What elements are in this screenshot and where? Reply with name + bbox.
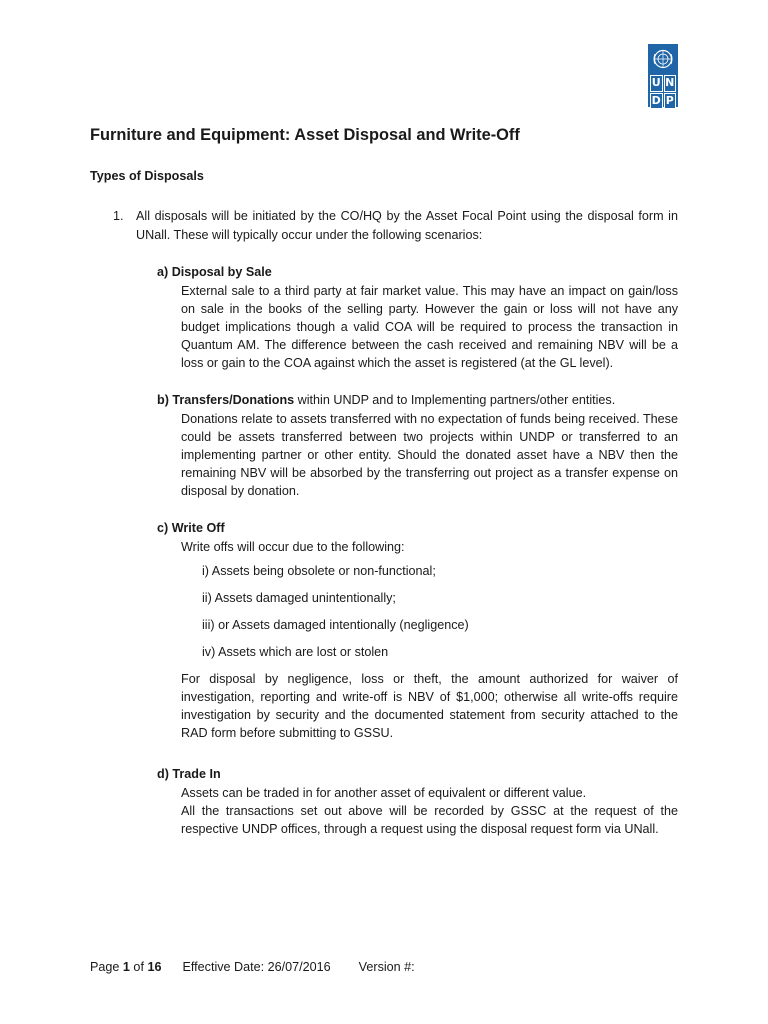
logo-letter: N [664, 75, 677, 92]
section-body: External sale to a third party at fair market value. This may have an impact on gain/loss on sale in the books of the selling party. However the gain or loss will not have any budget implications though a valid COA will be required to process the transaction in Quantum AM. The difference between the cash received and remaining NBV will be a loss or gain to the COA against which the asset is registered (at the GL level). [181, 283, 678, 370]
section-heading: c) Write Off [157, 521, 225, 535]
page-number: 1 [122, 960, 130, 974]
list-number: 1. [113, 209, 124, 223]
section-write-off [157, 519, 678, 742]
write-off-reasons [202, 562, 678, 661]
heading-bold: b) Transfers/Donations [157, 393, 295, 407]
section-subheading: Types of Disposals [90, 169, 204, 183]
un-emblem-icon [651, 47, 675, 71]
logo-letter: U [650, 75, 663, 92]
section-disposal-by-sale [157, 263, 678, 372]
of-word: of [129, 960, 148, 974]
list-item-text: All disposals will be initiated by the CO/HQ by the Asset Focal Point using the disposal form in UNall. These will typically occur under the following scenarios: [136, 209, 678, 242]
section-body: Donations relate to assets transferred with no expectation of funds being received. These could be assets transferred between two projects within UNDP or transferred to an implementing partner or other entity. Should the donated asset have a NBV then the remaining NBV will be absorbed by the transferring out project as a transfer expense on disposal by donation. [181, 411, 678, 498]
version-label: Version #: [358, 960, 415, 974]
document-title: Furniture and Equipment: Asset Disposal and Write-Off [90, 126, 520, 144]
list-item: i) Assets being obsolete or non-functional; [202, 563, 436, 578]
list-item: ii) Assets damaged unintentionally; [202, 590, 396, 605]
section-body: Assets can be traded in for another asset of equivalent or different value. [181, 785, 587, 800]
logo-letter: D [650, 93, 663, 110]
section-body: All the transactions set out above will be recorded by GSSC at the request of the respective UNDP offices, through a request using the disposal request form via UNall. [181, 803, 678, 836]
logo-letter: P [664, 93, 677, 110]
undp-letter-grid [650, 75, 676, 105]
undp-logo [648, 44, 678, 107]
list-item: iii) or Assets damaged intentionally (negligence) [202, 617, 469, 632]
page-footer [90, 960, 415, 974]
page-total: 16 [147, 960, 162, 974]
section-heading [157, 391, 678, 410]
section-transfers-donations [157, 391, 678, 500]
page-word: Page [90, 960, 123, 974]
section-trade-in [157, 765, 678, 838]
section-intro: Write offs will occur due to the following: [181, 539, 405, 554]
heading-rest: within UNDP and to Implementing partners/other entities. [294, 393, 616, 407]
section-heading: a) Disposal by Sale [157, 265, 272, 279]
section-note: For disposal by negligence, loss or theft, the amount authorized for waiver of investigation, reporting and write-off is NBV of $1,000; otherwise all write-offs require investigation by security and the documented statement from security attached to the RAD form before submitting to GSSU. [181, 671, 678, 740]
list-item: iv) Assets which are lost or stolen [202, 644, 389, 659]
effective-date: Effective Date: 26/07/2016 [182, 960, 331, 974]
list-item-1 [113, 207, 678, 244]
section-heading: d) Trade In [157, 767, 221, 781]
